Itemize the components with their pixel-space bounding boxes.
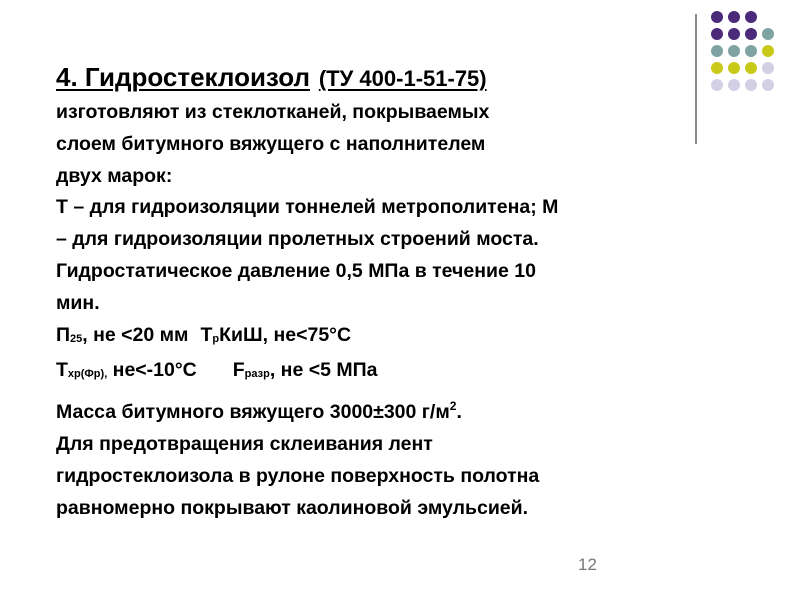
brittleness-symbol: Т bbox=[56, 359, 68, 382]
decorative-dot bbox=[728, 11, 740, 23]
decorative-dot bbox=[745, 79, 757, 91]
decorative-dot bbox=[762, 62, 774, 74]
brittleness-value: не<-10°С bbox=[107, 359, 197, 382]
decorative-dot bbox=[745, 11, 757, 23]
mass-text: Масса битумного вяжущего 3000±300 г/м bbox=[56, 401, 450, 424]
title-main: 4. Гидростеклоизол bbox=[56, 62, 310, 92]
tensile-symbol: F bbox=[232, 359, 245, 382]
spec-line-penetration bbox=[56, 320, 716, 356]
softening-symbol: Т bbox=[200, 323, 213, 346]
mass-line bbox=[56, 391, 716, 429]
decorative-dot bbox=[711, 62, 723, 74]
mass-end: . bbox=[456, 401, 462, 424]
tensile-value: , не <5 МПа bbox=[269, 359, 378, 382]
decorative-dot bbox=[711, 28, 723, 40]
title-reference: (ТУ 400-1-51-75) bbox=[318, 66, 487, 91]
tensile-subscript: разр bbox=[244, 368, 270, 381]
decorative-dot bbox=[762, 45, 774, 57]
slide-body bbox=[56, 97, 716, 524]
decorative-dot bbox=[728, 79, 740, 91]
slide-number: 12 bbox=[578, 555, 597, 574]
body-line: гидростеклоизола в рулоне поверхность полотна bbox=[56, 464, 540, 487]
body-line: Т – для гидроизоляции тоннелей метрополитена; М bbox=[56, 196, 559, 219]
softening-value: КиШ, не<75°С bbox=[219, 323, 352, 346]
decorative-dot bbox=[762, 28, 774, 40]
decorative-dot bbox=[728, 28, 740, 40]
decorative-dot bbox=[728, 45, 740, 57]
penetration-subscript: 25 bbox=[70, 332, 83, 345]
brittleness-subscript: хр(Фр), bbox=[67, 368, 108, 381]
decorative-dot bbox=[745, 62, 757, 74]
decorative-dot bbox=[745, 45, 757, 57]
decorative-dot bbox=[711, 79, 723, 91]
decorative-dot bbox=[711, 11, 723, 23]
body-line: изготовляют из стеклотканей, покрываемых bbox=[56, 101, 490, 123]
slide-title bbox=[56, 57, 487, 94]
penetration-symbol: П bbox=[56, 323, 71, 346]
decorative-dot bbox=[762, 79, 774, 91]
penetration-value: , не <20 мм bbox=[82, 323, 189, 346]
decorative-dot bbox=[728, 62, 740, 74]
spec-line-brittleness bbox=[56, 355, 716, 391]
body-line: мин. bbox=[56, 291, 100, 314]
body-line: равномерно покрывают каолиновой эмульсией. bbox=[56, 496, 529, 519]
body-line: двух марок: bbox=[56, 164, 173, 187]
decorative-dot bbox=[745, 28, 757, 40]
body-line: слоем битумного вяжущего с наполнителем bbox=[56, 132, 486, 155]
mass-superscript: 2 bbox=[449, 399, 457, 414]
body-line: Гидростатическое давление 0,5 МПа в течение 10 bbox=[56, 259, 536, 282]
body-line: Для предотвращения склеивания лент bbox=[56, 432, 433, 455]
body-line: – для гидроизоляции пролетных строений моста. bbox=[56, 228, 539, 251]
softening-subscript: р bbox=[212, 332, 220, 345]
decorative-dot bbox=[711, 45, 723, 57]
